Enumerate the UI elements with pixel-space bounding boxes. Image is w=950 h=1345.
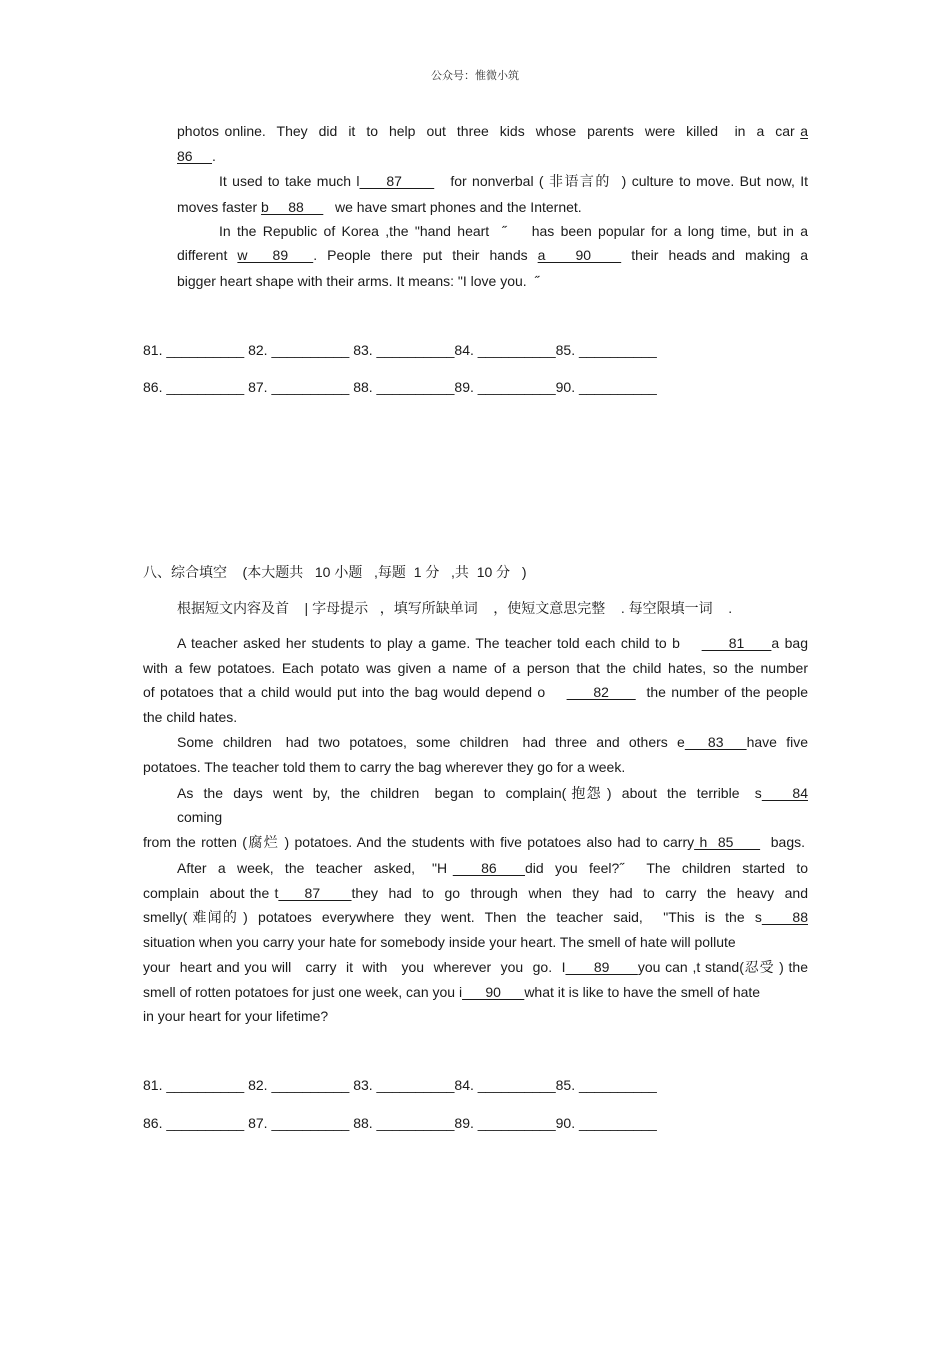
passage-line [143, 958, 808, 976]
passage-line [143, 933, 808, 951]
passage-line [177, 784, 808, 802]
answer-blank: 84 [761, 785, 808, 801]
text-segment: potatoes. The teacher told them to carry the bag wherever they go for a week. [143, 759, 626, 775]
text-segment: they had to go through when they had to carry the heavy and [351, 885, 808, 901]
answer-blank: 86 [177, 148, 213, 164]
text-segment: In the Republic of Korea ,the "hand heart ˝ has been popular for a long time, but in a [219, 223, 808, 239]
answer-blank: 88 [761, 909, 808, 925]
passage-line [177, 634, 808, 652]
passage-line [177, 198, 808, 216]
text-segment: a bag [771, 635, 808, 651]
answer-blank: 83 [684, 734, 747, 750]
passage-line [143, 884, 808, 902]
passage-line [143, 983, 808, 1001]
passage-line [143, 683, 808, 701]
passage-line [177, 122, 808, 140]
text-segment: smelly( 难闻的 ) potatoes everywhere they went. Then the teacher said, "This is the s [143, 909, 762, 925]
text-segment: situation when you carry your hate for somebody inside your heart. The smell of hate will pollute [143, 934, 736, 950]
answer-blank: 82 [566, 684, 636, 700]
text-segment: complain about the t [143, 885, 279, 901]
text-segment: bigger heart shape with their arms. It means: "I love you. ˝ [177, 273, 540, 289]
text-segment: you can ,t stand(忍受 ) the [637, 959, 808, 975]
passage-line [177, 808, 808, 826]
answer-blank: 90 [462, 984, 525, 1000]
instruction-text [177, 599, 732, 617]
text-segment: have five [746, 734, 808, 750]
text-segment: the number of the people [635, 684, 808, 700]
passage-line [177, 147, 808, 165]
text-segment: from the rotten (腐烂 ) potatoes. And the students with five potatoes also had to carry [143, 834, 695, 850]
answer-blank: 86 [452, 860, 526, 876]
text-segment: different [177, 247, 238, 263]
passage-line [219, 172, 808, 190]
text-segment: smell of rotten potatoes for just one week, can you i [143, 984, 463, 1000]
passage-line [143, 1007, 808, 1025]
text-segment: with a few potatoes. Each potato was given a name of a person that the child hates, so the number [143, 660, 808, 676]
passage-line [143, 708, 808, 726]
passage-line [177, 246, 808, 264]
text-segment: As the days went by, the children began to complain( 抱怨 ) about the terrible s [177, 785, 762, 801]
text-segment: 八、综合填空 (本大题共 10 小题 ,每题 1 分 ,共 10 分 ) [143, 564, 527, 580]
text-segment: we have smart phones and the Internet. [323, 199, 582, 215]
text-segment: their heads and making a [621, 247, 808, 263]
text-segment: Some children had two potatoes, some children had three and others e [177, 734, 685, 750]
text-segment: your heart and you will carry it with you wherever you go. I [143, 959, 566, 975]
answer-line [143, 378, 657, 396]
passage-line [143, 908, 808, 926]
text-segment: bags. [760, 834, 805, 850]
answer-line [143, 1076, 657, 1094]
text-segment: It used to take much l [219, 173, 360, 189]
text-segment: . People there put their hands [313, 247, 538, 263]
text-segment: 86. __________ 87. __________ 88. __________89. __________90. __________ [143, 1115, 657, 1131]
text-segment: 81. __________ 82. __________ 83. __________84. __________85. __________ [143, 342, 657, 358]
passage-line [143, 758, 808, 776]
text-segment: 81. __________ 82. __________ 83. __________84. __________85. __________ [143, 1077, 657, 1093]
passage-line [177, 733, 808, 751]
text-segment: moves faster [177, 199, 262, 215]
passage-line [219, 222, 808, 240]
text-segment: 根据短文内容及首 | 字母提示 ，填写所缺单词 ，使短文意思完整 . 每空限填一词 . [177, 600, 733, 616]
text-segment: the child hates. [143, 709, 238, 725]
section-heading [143, 563, 527, 581]
passage-line [143, 833, 805, 851]
page-header-watermark: 公众号：惟微小筑 [431, 70, 519, 82]
text-segment: for nonverbal ( 非语言的 ) culture to move. But now, It [434, 173, 808, 189]
text-segment: . [212, 148, 216, 164]
answer-line [143, 1114, 657, 1132]
passage-line [177, 859, 808, 877]
text-segment: coming [177, 809, 223, 825]
text-segment: of potatoes that a child would put into the bag would depend o [143, 684, 567, 700]
answer-blank: 81 [701, 635, 772, 651]
passage-line [143, 659, 808, 677]
answer-blank: 87 [278, 885, 352, 901]
text-segment: photos online. They did it to help out three kids whose parents were killed in a car [177, 123, 801, 139]
text-segment: in your heart for your lifetime? [143, 1008, 329, 1024]
text-segment: did you feel?˝ The children started to [525, 860, 809, 876]
text-segment: what it is like to have the smell of hate [524, 984, 761, 1000]
answer-blank: w 89 [237, 247, 314, 263]
text-segment: After a week, the teacher asked, "H [177, 860, 453, 876]
answer-blank: h 85 [694, 834, 761, 850]
answer-blank: 87 [359, 173, 435, 189]
answer-blank: a 90 [537, 247, 622, 263]
text-segment: A teacher asked her students to play a game. The teacher told each child to b [177, 635, 702, 651]
answer-blank: 89 [565, 959, 638, 975]
answer-line [143, 341, 657, 359]
answer-blank: b 88 [261, 199, 324, 215]
text-segment: 86. __________ 87. __________ 88. __________89. __________90. __________ [143, 379, 657, 395]
answer-blank: a [800, 123, 808, 139]
passage-line [177, 272, 808, 290]
